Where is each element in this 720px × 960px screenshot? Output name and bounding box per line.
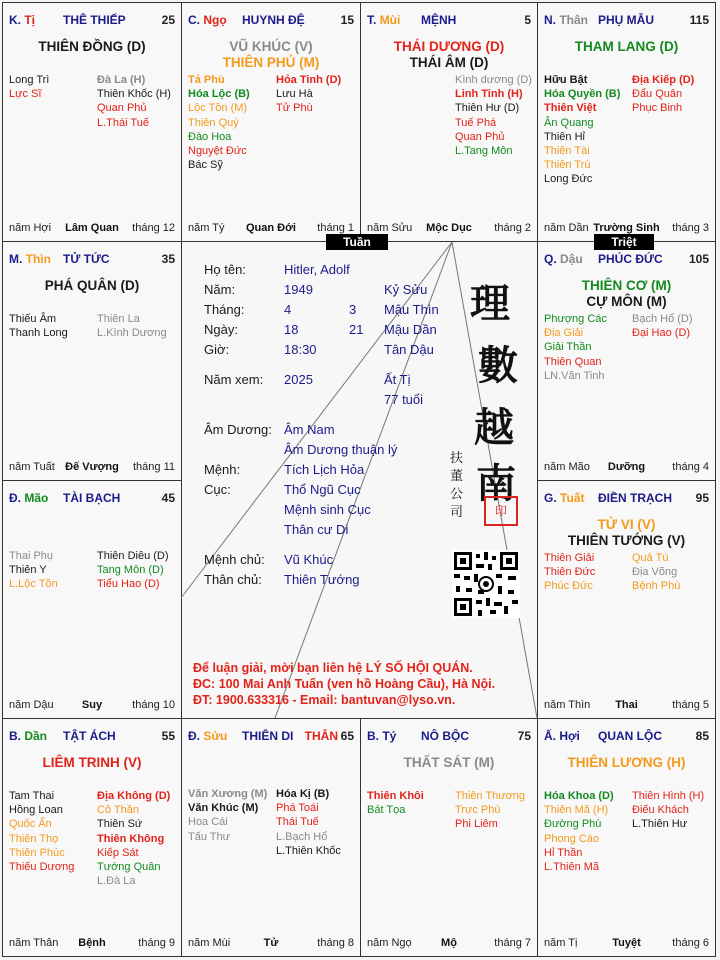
minor-star: L.Thiên Mã [544, 861, 600, 874]
birth-year: 1949 [284, 282, 313, 297]
minor-star: Đẩu Quân [632, 88, 683, 101]
year-of: năm Tý [188, 222, 225, 234]
birth-hour: 18:30 [284, 342, 317, 357]
lunar-month: 3 [349, 302, 357, 317]
contact-line: Để luận giải, mời bạn liên hệ LÝ SỐ HỘI QUÁN. [193, 661, 473, 675]
year-label: Năm: [204, 282, 236, 297]
minor-star: Phúc Đức [544, 580, 593, 593]
center-info [204, 260, 439, 590]
minor-star: Hóa Khoa (D) [544, 790, 614, 802]
minor-star: Bạch Hổ (D) [632, 313, 693, 325]
minor-star: Quan Phủ [455, 130, 505, 143]
life-stage: Quan Đới [246, 222, 296, 234]
palace-name: MỆNH [421, 13, 457, 27]
main-star: TỬ VI (V) [597, 517, 656, 532]
life-stage: Bệnh [78, 937, 106, 949]
cuc-label: Cục: [204, 482, 231, 497]
minor-star: Thanh Long [9, 327, 68, 340]
minor-star: Thiên Sứ [97, 818, 143, 831]
minor-star: Nguyệt Đức [188, 145, 247, 158]
thanchu-value: Thiên Tướng [284, 572, 360, 587]
palace-age: 95 [695, 491, 709, 505]
minor-star: Ân Quang [544, 116, 594, 129]
minor-star: Hỏa Tinh (D) [276, 74, 342, 86]
palace-name: PHÚC ĐỨC [598, 252, 663, 266]
palace-age: 85 [695, 729, 709, 743]
year-of: năm Mão [544, 461, 590, 473]
palace-age: 75 [517, 729, 531, 743]
contact-address: ĐC: 100 Mai Anh Tuấn (ven hồ Hoàng Cầu), Hà Nội. [193, 677, 496, 691]
minor-star: Phi Liêm [455, 818, 498, 831]
minor-star: Tuế Phá [455, 116, 497, 129]
minor-star: Phục Binh [632, 102, 683, 115]
minor-star: Long Đức [544, 173, 593, 186]
calligraphy-char: 越 [474, 404, 514, 451]
palace-age: 15 [340, 13, 354, 27]
day-can: Mậu Dần [384, 322, 437, 337]
minor-star: Đà La (H) [97, 74, 146, 86]
minor-star: Thiên Không [97, 832, 165, 845]
life-stage: Lâm Quan [65, 222, 119, 234]
than-position: Thân cư Di [284, 522, 349, 537]
minor-star: Quốc Ấn [9, 818, 52, 831]
menh-value: Tích Lịch Hỏa [284, 462, 365, 477]
minor-star: Bát Tọa [367, 804, 406, 817]
minor-star: LN.Văn Tinh [544, 369, 605, 382]
main-star: THÁI ÂM (D) [409, 55, 489, 70]
palace-age: 65 [340, 729, 354, 743]
calligraphy-char: 數 [478, 342, 518, 389]
minor-star: Bác Sỹ [188, 159, 223, 172]
calligraphy-char: 理 [470, 280, 510, 327]
minor-star: Tướng Quân [97, 861, 161, 874]
palace-branch: B. Tý [367, 729, 397, 743]
palace-branch: Đ. Sửu [188, 729, 228, 743]
minor-star: Phá Toái [276, 802, 319, 815]
main-star: THẤT SÁT (M) [403, 755, 495, 770]
minor-star: Tử Phù [276, 102, 313, 115]
minor-star: Hóa Quyền (B) [544, 88, 621, 101]
month-of: tháng 6 [672, 937, 709, 949]
hour-label: Giờ: [204, 342, 230, 357]
current-age: 77 tuổi [384, 392, 424, 407]
minor-star: Thiên Phúc [9, 846, 65, 859]
palace-name: HUYNH ĐỆ [242, 13, 305, 27]
minor-star: Thiên Việt [544, 102, 597, 115]
palace-age: 45 [161, 491, 175, 505]
palace-branch: G. Tuất [544, 491, 585, 505]
month-can: Mậu Thìn [384, 302, 439, 317]
life-stage: Tuyệt [612, 937, 641, 949]
cuc-value: Thổ Ngũ Cục [284, 482, 361, 497]
palace-branch: C. Ngọ [188, 13, 227, 27]
hour-can: Tân Dậu [384, 342, 434, 357]
minor-star: Thiên Diêu (D) [97, 550, 169, 562]
palace-branch: B. Dần [9, 729, 48, 743]
cuc-relation: Mệnh sinh Cục [284, 502, 371, 517]
minor-star: Thiên Trù [544, 159, 591, 172]
palace-age: 35 [161, 252, 175, 266]
month-of: tháng 8 [317, 937, 354, 949]
minor-star: Địa Kiếp (D) [632, 74, 695, 86]
year-of: năm Tuất [9, 461, 55, 473]
minor-star: Quan Phủ [97, 102, 147, 115]
lunar-day: 21 [349, 322, 364, 337]
minor-star: Thiên Thọ [9, 832, 59, 845]
person-name: Hitler, Adolf [284, 262, 350, 277]
palace-name: THIÊN DI [242, 729, 294, 743]
minor-star: Điếu Khách [632, 804, 689, 817]
palace-name: TỬ TỨC [63, 252, 110, 266]
palace-name: THÊ THIẾP [63, 13, 126, 27]
contact-phone-email[interactable]: ĐT: 1900.633316 - Email: bantuvan@lyso.vn. [193, 693, 456, 707]
palace-name: PHỤ MẪU [598, 13, 654, 27]
minor-star: Cô Thần [97, 804, 139, 817]
amduong-label: Âm Dương: [204, 422, 272, 437]
minor-star: Thiên Tài [544, 145, 590, 158]
main-star: CỰ MÔN (M) [586, 294, 667, 309]
minor-star: Hoa Cái [188, 816, 228, 829]
life-stage: Tử [263, 937, 279, 949]
minor-star: Hồng Loan [9, 804, 63, 817]
year-of: năm Hợi [9, 222, 52, 234]
small-calli-char: 扶 [450, 451, 464, 466]
triet-marker: Triệt [594, 234, 654, 250]
minor-star: L.Kình Dương [97, 327, 167, 340]
palace-branch: Q. Dậu [544, 252, 583, 266]
year-of: năm Mùi [188, 937, 231, 949]
main-star: PHÁ QUÂN (D) [44, 278, 140, 293]
menhchu-label: Mệnh chủ: [204, 552, 265, 567]
life-stage: Trường Sinh [593, 222, 660, 234]
palace-name: TÀI BẠCH [63, 491, 121, 505]
minor-star: Thiên Hư (D) [455, 102, 520, 115]
minor-star: Tang Môn (D) [97, 564, 164, 577]
minor-star: Tả Phù [188, 74, 225, 86]
main-star: THIÊN LƯƠNG (H) [567, 755, 686, 770]
minor-star: Linh Tinh (H) [455, 88, 523, 101]
minor-star: Thái Tuế [276, 816, 319, 829]
palace-branch: N. Thân [544, 13, 589, 27]
view-can: Ất Tị [384, 372, 411, 387]
main-star: THIÊN CƠ (M) [581, 278, 672, 293]
month-of: tháng 2 [494, 222, 531, 234]
palace-name: ĐIỀN TRẠCH [598, 491, 672, 505]
view-year-label: Năm xem: [204, 372, 264, 387]
year-of: năm Sửu [367, 222, 413, 234]
thanchu-label: Thân chủ: [204, 572, 262, 587]
minor-star: Thiên Y [9, 564, 47, 577]
minor-star: Long Trì [9, 74, 50, 86]
month-of: tháng 9 [138, 937, 175, 949]
minor-star: Tam Thai [9, 790, 55, 802]
minor-star: Thiên Giải [544, 552, 595, 564]
minor-star: Lực Sĩ [9, 88, 42, 101]
minor-star: Hóa Kị (B) [276, 788, 330, 800]
minor-star: Thiếu Dương [9, 861, 75, 874]
birth-day: 18 [284, 322, 299, 337]
main-star: THAM LANG (D) [574, 39, 679, 54]
menh-label: Mệnh: [204, 462, 241, 477]
minor-star: Trực Phù [455, 804, 501, 817]
minor-star: Thiên Quý [188, 116, 239, 129]
year-of: năm Tị [544, 937, 578, 949]
minor-star: Văn Khúc (M) [188, 802, 259, 815]
month-label: Tháng: [204, 302, 245, 317]
main-star: VŨ KHÚC (V) [229, 39, 313, 54]
minor-star: Phượng Các [544, 313, 607, 325]
small-calligraphy [450, 450, 464, 522]
minor-star: Đường Phù [544, 818, 602, 831]
life-stage: Mộ [441, 937, 457, 949]
minor-star: Văn Xương (M) [188, 788, 268, 800]
minor-star: Tiểu Hao (D) [97, 578, 160, 591]
birth-month: 4 [284, 302, 292, 317]
month-of: tháng 1 [317, 222, 354, 234]
minor-star: Phong Cáo [544, 832, 600, 845]
year-can: Kỷ Sửu [384, 282, 428, 297]
main-star: THÁI DƯƠNG (D) [393, 39, 505, 54]
minor-star: Thiên La [97, 313, 140, 325]
day-label: Ngày: [204, 322, 238, 337]
minor-star: L.Thiên Khốc [276, 844, 341, 857]
palace-age: 105 [688, 252, 709, 266]
palace-age: 25 [161, 13, 175, 27]
month-of: tháng 3 [672, 222, 709, 234]
minor-star: Thiên Quan [544, 355, 602, 368]
minor-star: Thiên Mã (H) [544, 804, 609, 817]
year-of: năm Dần [544, 222, 589, 234]
palace-age: 5 [524, 13, 531, 27]
minor-star: Thiên Đức [544, 566, 596, 579]
tuan-marker: Tuần [326, 234, 388, 250]
palace-name: QUAN LỘC [598, 729, 662, 743]
minor-star: L.Thiên Hư [632, 818, 688, 831]
minor-star: Quả Tú [632, 552, 669, 564]
month-of: tháng 11 [132, 461, 175, 473]
palace-branch: Đ. Mão [9, 491, 49, 505]
palace-age: 55 [161, 729, 175, 743]
than-marker: THÂN [304, 729, 338, 743]
menhchu-value: Vũ Khúc [284, 552, 334, 567]
minor-star: Lộc Tồn (M) [188, 102, 248, 115]
life-stage: Suy [81, 699, 103, 711]
month-of: tháng 7 [494, 937, 531, 949]
main-star: THIÊN PHỦ (M) [222, 55, 320, 70]
month-of: tháng 10 [132, 699, 175, 711]
minor-star: Giải Thần [544, 341, 592, 354]
main-star: THIÊN ĐỒNG (D) [38, 39, 146, 54]
small-calli-char: 公 [450, 487, 464, 502]
palace-name: NÔ BỘC [421, 729, 469, 743]
minor-star: Thiên Khôi [367, 790, 424, 802]
month-of: tháng 12 [132, 222, 175, 234]
life-stage: Thai [615, 699, 638, 711]
minor-star: L.Bạch Hổ [276, 830, 328, 843]
palace-name: TẬT ÁCH [63, 729, 116, 743]
minor-star: Lưu Hà [276, 88, 313, 101]
minor-star: Đào Hoa [188, 130, 232, 143]
month-of: tháng 5 [672, 699, 709, 711]
red-seal-icon: 印 [484, 496, 518, 526]
name-label: Họ tên: [204, 262, 246, 277]
palace-branch: T. Mùi [367, 13, 401, 27]
palace-age: 115 [689, 13, 709, 27]
month-of: tháng 4 [672, 461, 709, 473]
minor-star: Tấu Thư [188, 830, 231, 843]
year-of: năm Ngọ [367, 937, 412, 949]
minor-star: L.Đà La [97, 875, 136, 888]
contact-info [193, 660, 495, 708]
minor-star: Bệnh Phù [632, 580, 681, 593]
small-calli-char: 司 [450, 505, 464, 520]
main-star: THIÊN TƯỚNG (V) [567, 533, 686, 548]
year-of: năm Thìn [544, 699, 591, 711]
minor-star: Thiếu Âm [9, 313, 57, 325]
minor-star: Hữu Bật [544, 74, 588, 86]
palace-branch: K. Tị [9, 13, 36, 27]
minor-star: Kiếp Sát [97, 846, 139, 859]
minor-star: Hóa Lộc (B) [188, 88, 250, 101]
year-of: năm Dậu [9, 699, 54, 711]
minor-star: Thai Phụ [9, 550, 54, 562]
amduong-relation: Âm Dương thuận lý [284, 442, 398, 457]
life-stage: Dưỡng [607, 461, 646, 473]
small-calli-char: 董 [450, 469, 464, 484]
minor-star: Kình dương (D) [455, 74, 532, 86]
view-year: 2025 [284, 372, 313, 387]
minor-star: L.Lộc Tồn [9, 578, 58, 591]
minor-star: L.Tang Môn [455, 145, 513, 158]
minor-star: Thiên Khốc (H) [97, 88, 171, 101]
life-stage: Đế Vượng [65, 461, 119, 473]
minor-star: L.Thái Tuế [97, 116, 149, 129]
palace-branch: Ấ. Hợi [544, 729, 580, 743]
amduong-value: Âm Nam [284, 422, 335, 437]
palace-branch: M. Thìn [9, 252, 52, 266]
minor-star: Địa Võng [632, 566, 678, 579]
year-of: năm Thân [9, 937, 59, 949]
life-stage: Mộc Dục [426, 222, 472, 234]
minor-star: Địa Không (D) [97, 790, 171, 802]
minor-star: Hỉ Thần [544, 846, 583, 859]
calligraphy-char: 南 [476, 460, 516, 507]
minor-star: Đại Hao (D) [632, 327, 691, 340]
qr-code-icon[interactable] [452, 550, 520, 618]
minor-star: Địa Giải [544, 327, 584, 340]
minor-star: Thiên Hình (H) [632, 790, 705, 802]
minor-star: Thiên Hỉ [544, 130, 585, 143]
minor-star: Thiên Thương [455, 790, 526, 802]
main-star: LIÊM TRINH (V) [42, 755, 142, 770]
